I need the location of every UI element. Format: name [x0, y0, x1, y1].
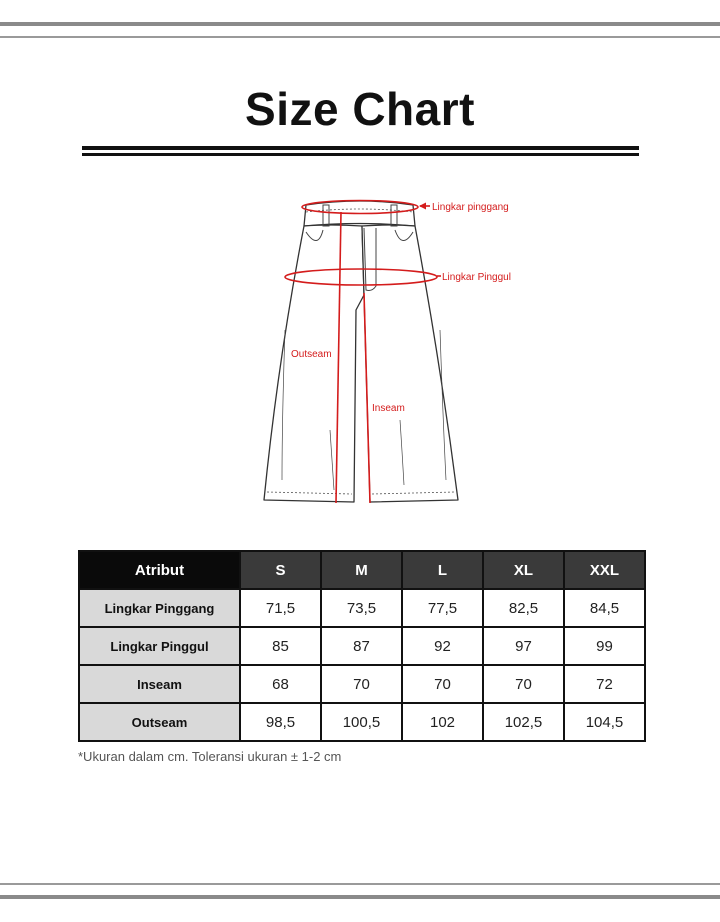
frame-bottom-outer-line [0, 895, 720, 899]
pants-left-leg [264, 225, 364, 502]
table-cell: 84,5 [564, 589, 645, 627]
table-cell: 97 [483, 627, 564, 665]
table-row [79, 589, 645, 627]
header-cell-size: XL [483, 551, 564, 589]
table-row [79, 703, 645, 741]
table-cell: 72 [564, 665, 645, 703]
row-label: Inseam [79, 665, 240, 703]
table-cell: 77,5 [402, 589, 483, 627]
row-label: Lingkar Pinggang [79, 589, 240, 627]
header-cell-size: L [402, 551, 483, 589]
table-cell: 71,5 [240, 589, 321, 627]
table-cell: 87 [321, 627, 402, 665]
page-title: Size Chart [245, 83, 475, 135]
frame-top-outer-line [0, 22, 720, 26]
title-underline-thin [82, 153, 639, 156]
header-cell-size: XXL [564, 551, 645, 589]
frame-bottom-inner-line [0, 883, 720, 885]
row-label: Outseam [79, 703, 240, 741]
table-cell: 73,5 [321, 589, 402, 627]
table-cell: 102 [402, 703, 483, 741]
row-label: Lingkar Pinggul [79, 627, 240, 665]
hip-label: Lingkar Pinggul [442, 272, 511, 283]
frame-top-inner-line [0, 36, 720, 38]
table-cell: 68 [240, 665, 321, 703]
table-cell: 92 [402, 627, 483, 665]
size-table [78, 550, 646, 742]
pants-measurement-diagram [175, 180, 545, 530]
table-header-row [79, 551, 645, 589]
inseam-label: Inseam [372, 403, 405, 414]
outseam-label: Outseam [291, 349, 332, 360]
table-cell: 98,5 [240, 703, 321, 741]
table-cell: 70 [483, 665, 564, 703]
header-cell-size: M [321, 551, 402, 589]
table-row [79, 665, 645, 703]
table-cell: 102,5 [483, 703, 564, 741]
table-cell: 82,5 [483, 589, 564, 627]
table-cell: 70 [321, 665, 402, 703]
size-footnote: *Ukuran dalam cm. Toleransi ukuran ± 1-2 cm [78, 749, 342, 764]
header-cell-attribute: Atribut [79, 551, 240, 589]
table-cell: 99 [564, 627, 645, 665]
table-cell: 70 [402, 665, 483, 703]
waist-arrow-icon [419, 203, 426, 210]
table-row [79, 627, 645, 665]
header-cell-size: S [240, 551, 321, 589]
table-cell: 104,5 [564, 703, 645, 741]
waist-label: Lingkar pinggang [432, 202, 509, 213]
title-underline-thick [82, 146, 639, 150]
table-cell: 85 [240, 627, 321, 665]
table-cell: 100,5 [321, 703, 402, 741]
